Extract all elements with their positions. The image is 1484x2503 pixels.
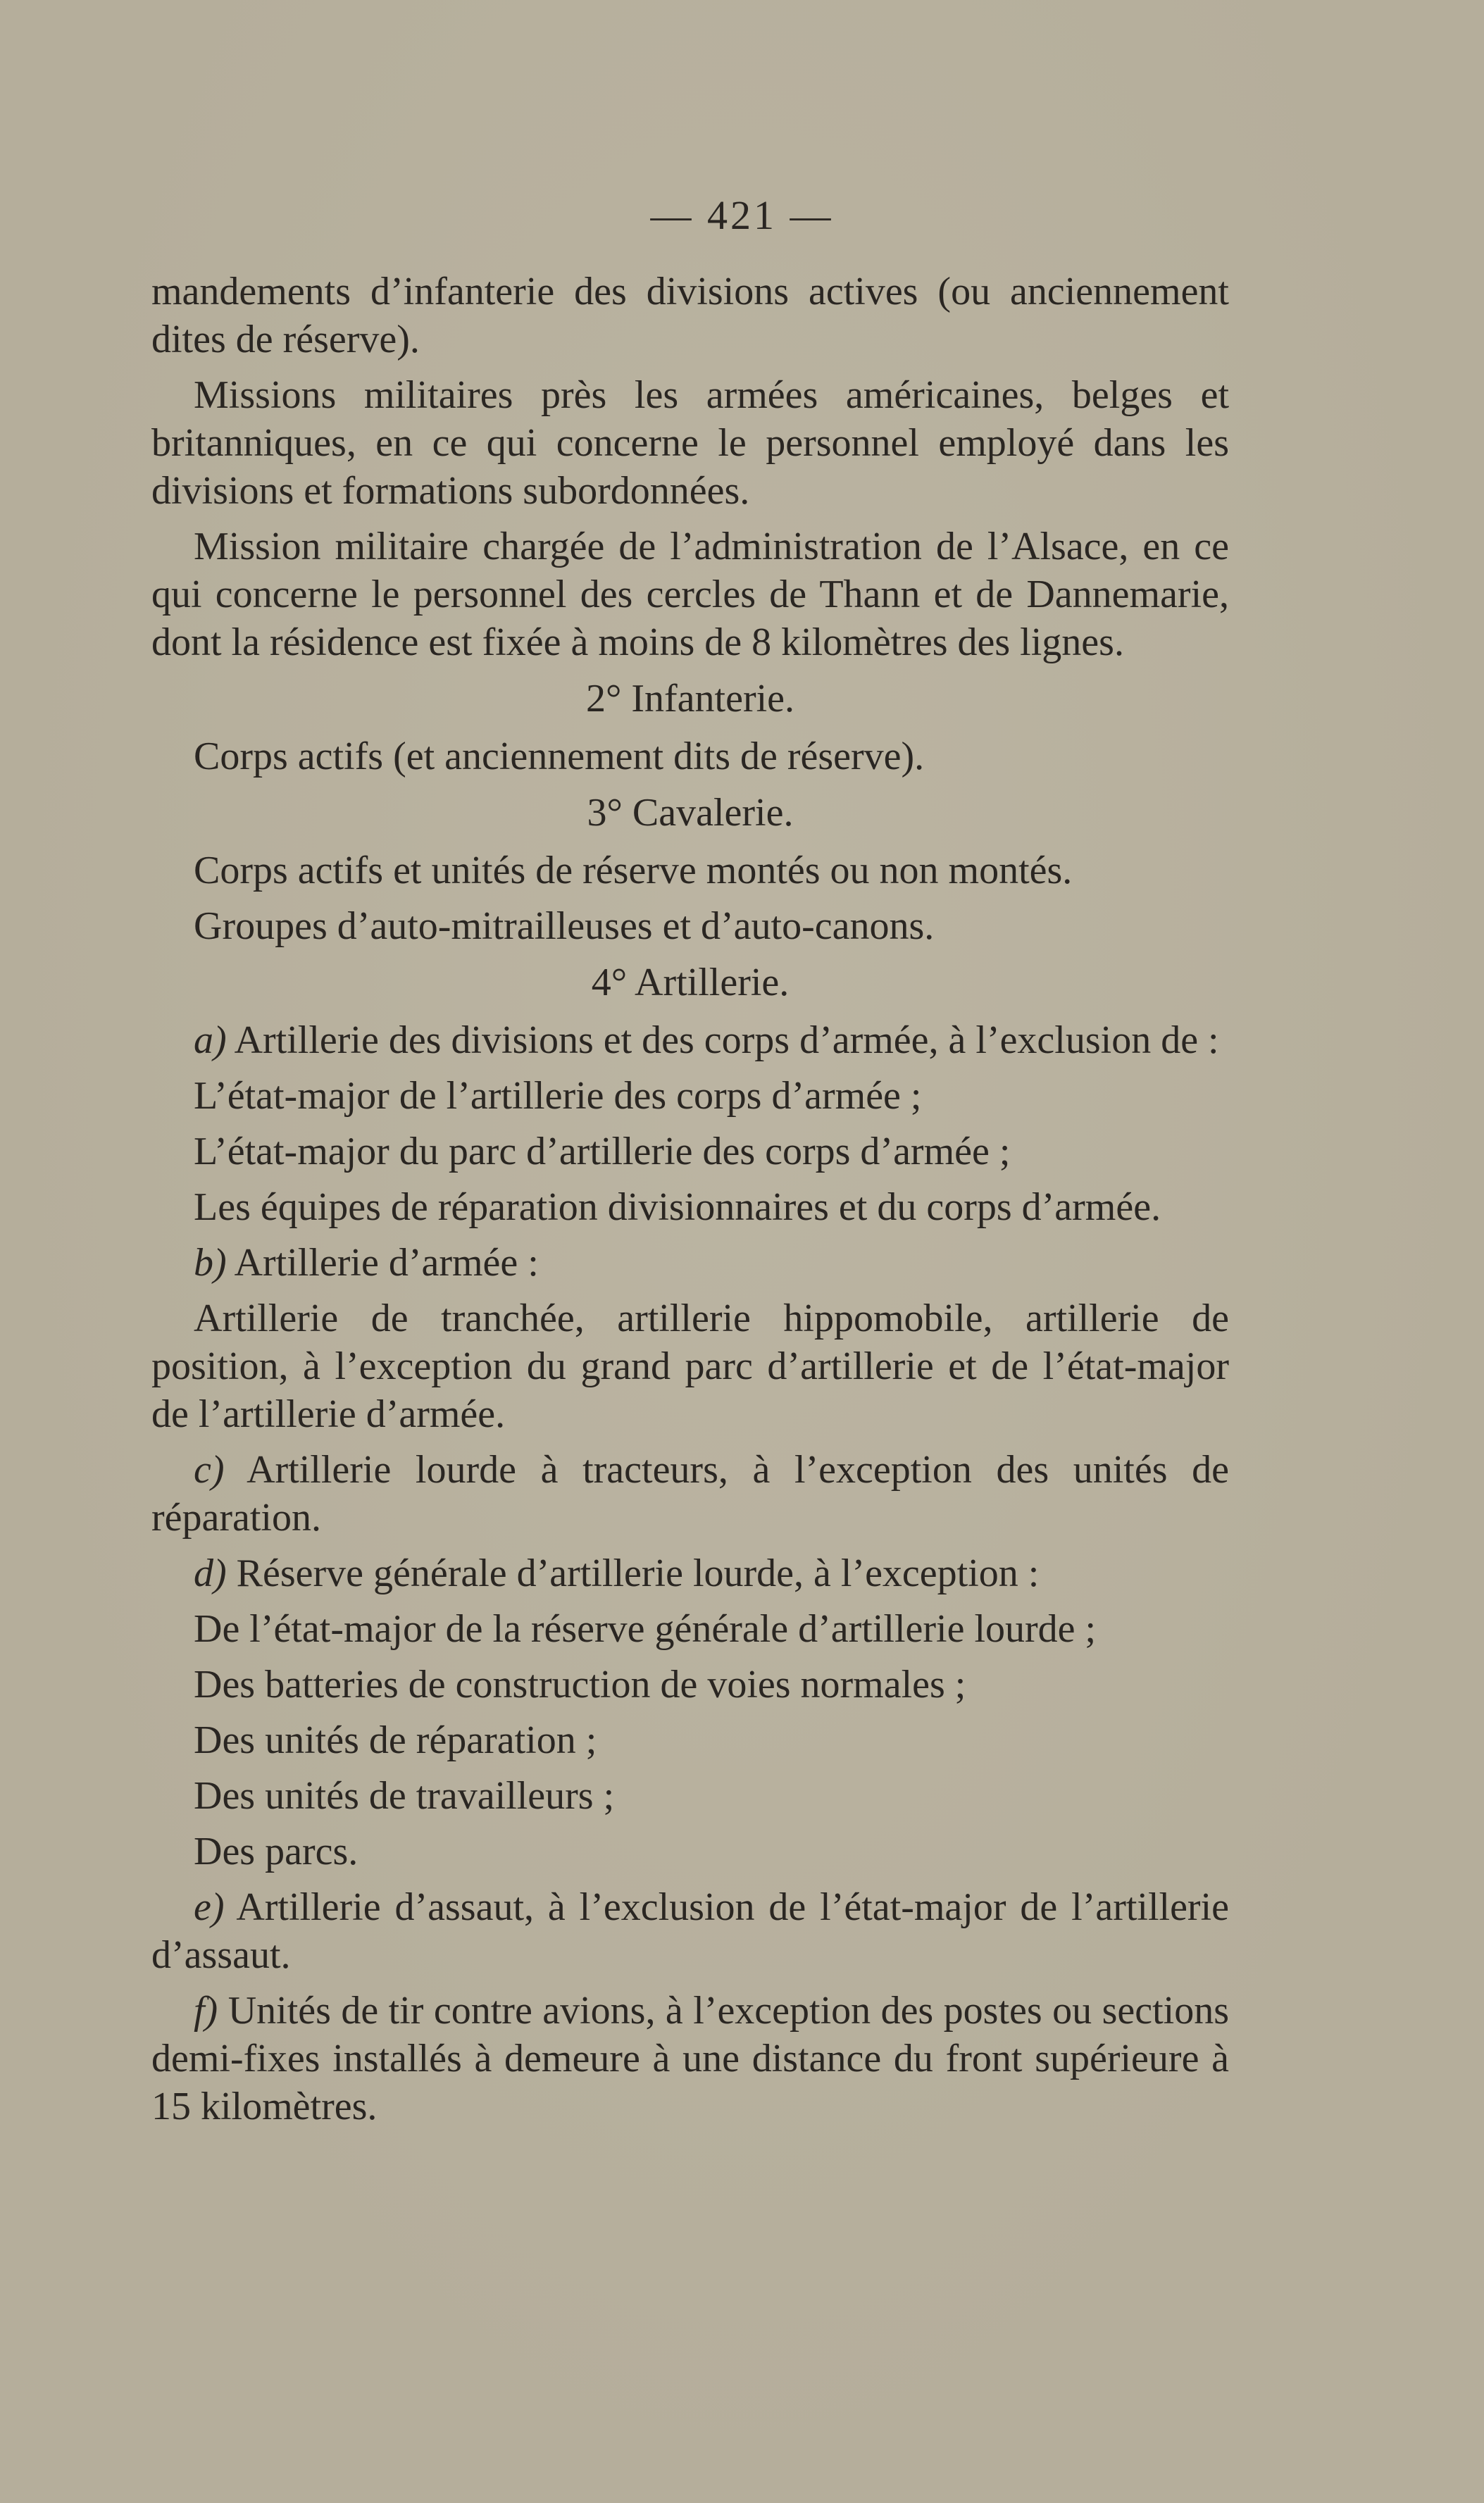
item-c-text: Artillerie lourde à tracteurs, à l’exception des unités de réparation. [151,1448,1229,1540]
item-c [151,1446,1229,1542]
item-a-2: L’état-major du parc d’artillerie des corps d’armée ; [194,1130,1011,1173]
heading-artillerie: 4° Artillerie. [591,961,790,1004]
item-e [151,1883,1229,1979]
item-e-text: Artillerie d’assaut, à l’exclusion de l’état-major de l’artillerie d’assaut. [151,1885,1229,1977]
paragraph-corps-actifs: Corps actifs (et anciennement dits de réserve). [194,735,925,778]
paragraph-missions-armees: Missions militaires près les armées américaines, belges et britanniques, en ce qui concerne le personnel employé dans les divisions et formations subordonnées. [151,373,1229,513]
item-b-text: Artillerie d’armée : [234,1241,539,1285]
item-d-3: Des unités de réparation ; [194,1718,597,1762]
item-a-3: Les équipes de réparation divisionnaires et du corps d’armée. [194,1185,1161,1229]
paragraph-corps-cavalerie: Corps actifs et unités de réserve montés ou non montés. [194,849,1073,892]
item-a [151,1016,1229,1064]
item-b-label: b) [194,1241,227,1285]
item-d-text: Réserve générale d’artillerie lourde, à l’exception : [236,1552,1040,1595]
body-text [151,268,1229,2138]
item-d-5: Des parcs. [194,1830,358,1873]
item-d [151,1549,1229,1597]
item-d-2: Des batteries de construction de voies normales ; [194,1663,966,1706]
page-number: — 421 — [650,192,834,238]
item-c-label: c) [194,1448,225,1492]
heading-cavalerie: 3° Cavalerie. [587,791,794,835]
item-d-4: Des unités de travailleurs ; [194,1774,615,1818]
item-f [151,1987,1229,2130]
item-b [151,1239,1229,1287]
item-e-label: e) [194,1885,225,1929]
item-d-1: De l’état-major de la réserve générale d’artillerie lourde ; [194,1607,1097,1651]
item-b-1: Artillerie de tranchée, artillerie hippomobile, artillerie de position, à l’exception du grand parc d’artillerie et de l’état-major de l’artillerie d’armée. [151,1297,1229,1436]
paragraph-auto-mitrailleuses: Groupes d’auto-mitrailleuses et d’auto-canons. [194,904,935,948]
item-a-label: a) [194,1018,227,1062]
item-a-text: Artillerie des divisions et des corps d’armée, à l’exclusion de : [234,1018,1219,1062]
item-d-label: d) [194,1552,227,1595]
item-a-1: L’état-major de l’artillerie des corps d’armée ; [194,1074,922,1118]
paragraph-continuation: mandements d’infanterie des divisions actives (ou anciennement dites de réserve). [151,270,1229,361]
paragraph-mission-alsace: Mission militaire chargée de l’administration de l’Alsace, en ce qui concerne le personnel des cercles de Thann et de Dannemarie, dont la résidence est fixée à moins de 8 kilomètres des lignes. [151,525,1229,664]
heading-infanterie: 2° Infanterie. [585,677,795,720]
item-f-label: f) [194,1989,218,2033]
item-f-text: Unités de tir contre avions, à l’exception des postes ou sections demi-fixes installés à demeure à une distance du front supérieure à 15 kilomètres. [151,1989,1230,2128]
